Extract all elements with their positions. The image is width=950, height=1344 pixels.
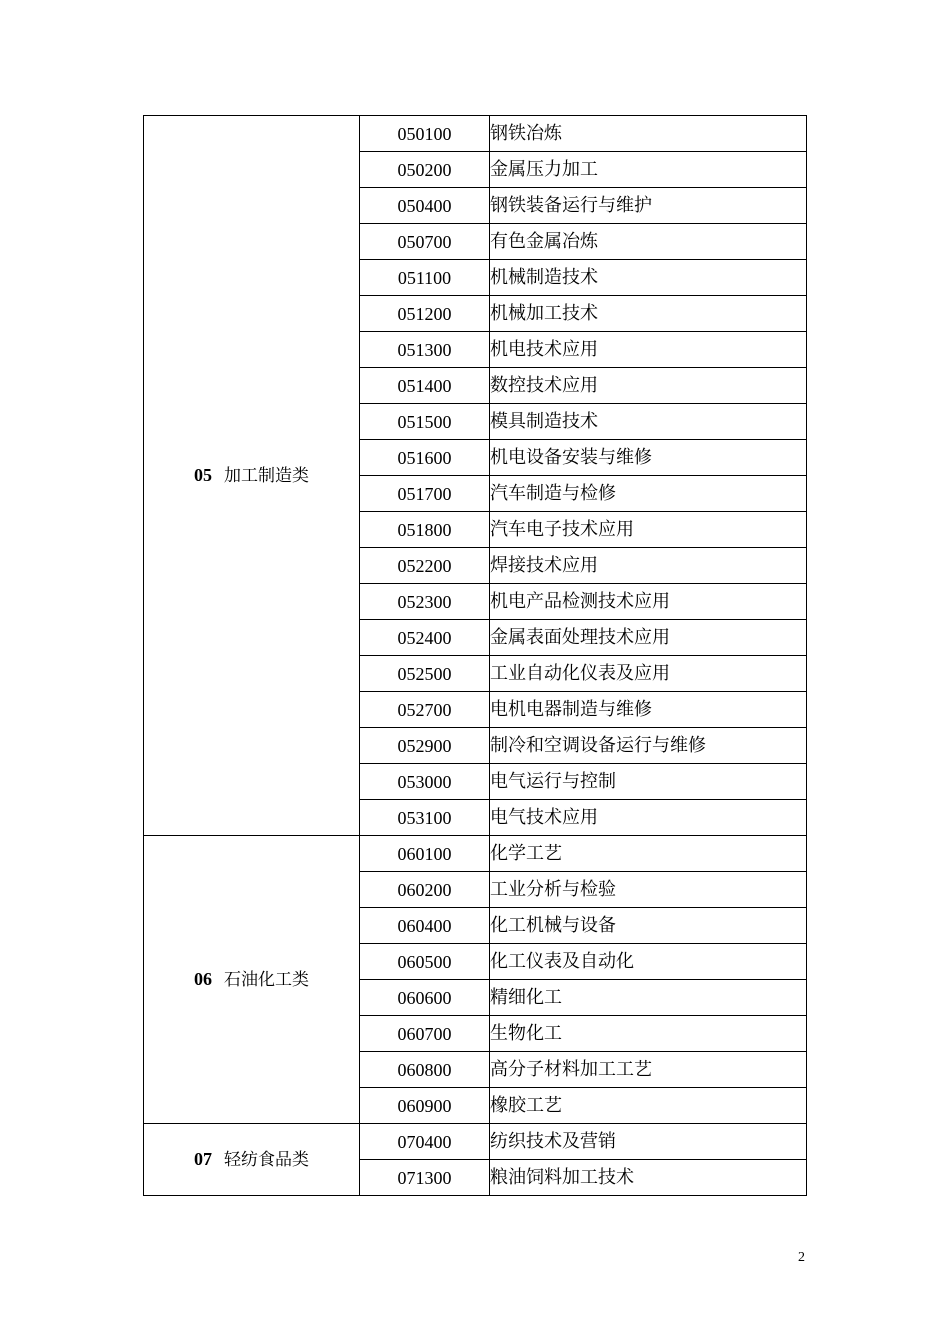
major-name: 粮油饲料加工技术 <box>490 1160 807 1196</box>
category-cell <box>144 116 360 836</box>
category-cell <box>144 1124 360 1196</box>
major-name: 化学工艺 <box>490 836 807 872</box>
major-code: 060400 <box>360 908 490 944</box>
major-name: 橡胶工艺 <box>490 1088 807 1124</box>
category-name: 石油化工类 <box>224 970 309 990</box>
category-cell <box>144 836 360 1124</box>
major-code: 052900 <box>360 728 490 764</box>
table-row <box>144 1124 807 1160</box>
major-code: 050200 <box>360 152 490 188</box>
page-number: 2 <box>798 1250 805 1265</box>
major-name: 模具制造技术 <box>490 404 807 440</box>
major-code: 071300 <box>360 1160 490 1196</box>
major-code: 060700 <box>360 1016 490 1052</box>
major-code: 060100 <box>360 836 490 872</box>
table-row <box>144 116 807 152</box>
major-code: 050100 <box>360 116 490 152</box>
major-code: 070400 <box>360 1124 490 1160</box>
major-code: 052500 <box>360 656 490 692</box>
major-code: 051400 <box>360 368 490 404</box>
major-name: 高分子材料加工工艺 <box>490 1052 807 1088</box>
major-name: 金属表面处理技术应用 <box>490 620 807 656</box>
major-code: 060500 <box>360 944 490 980</box>
major-name: 电气运行与控制 <box>490 764 807 800</box>
major-name: 化工仪表及自动化 <box>490 944 807 980</box>
category-code: 06 <box>194 969 212 989</box>
major-name: 数控技术应用 <box>490 368 807 404</box>
major-code: 050700 <box>360 224 490 260</box>
major-name: 制冷和空调设备运行与维修 <box>490 728 807 764</box>
major-code: 060800 <box>360 1052 490 1088</box>
major-name: 机电设备安装与维修 <box>490 440 807 476</box>
major-name: 汽车制造与检修 <box>490 476 807 512</box>
major-name: 机械制造技术 <box>490 260 807 296</box>
major-name: 钢铁冶炼 <box>490 116 807 152</box>
major-code: 051300 <box>360 332 490 368</box>
major-code: 051500 <box>360 404 490 440</box>
major-name: 汽车电子技术应用 <box>490 512 807 548</box>
major-name: 机电技术应用 <box>490 332 807 368</box>
major-code: 052300 <box>360 584 490 620</box>
table-row <box>144 836 807 872</box>
major-code: 060200 <box>360 872 490 908</box>
major-code: 060900 <box>360 1088 490 1124</box>
major-name: 工业自动化仪表及应用 <box>490 656 807 692</box>
major-name: 机械加工技术 <box>490 296 807 332</box>
major-name: 电气技术应用 <box>490 800 807 836</box>
major-code: 051600 <box>360 440 490 476</box>
major-code: 051800 <box>360 512 490 548</box>
category-code: 05 <box>194 465 212 485</box>
major-code: 052400 <box>360 620 490 656</box>
majors-table <box>143 115 807 1196</box>
major-code: 051700 <box>360 476 490 512</box>
major-code: 050400 <box>360 188 490 224</box>
major-code: 053000 <box>360 764 490 800</box>
major-code: 060600 <box>360 980 490 1016</box>
majors-table-body <box>144 116 807 1196</box>
major-name: 焊接技术应用 <box>490 548 807 584</box>
major-name: 生物化工 <box>490 1016 807 1052</box>
major-name: 精细化工 <box>490 980 807 1016</box>
major-name: 工业分析与检验 <box>490 872 807 908</box>
major-code: 051100 <box>360 260 490 296</box>
major-name: 钢铁装备运行与维护 <box>490 188 807 224</box>
major-name: 机电产品检测技术应用 <box>490 584 807 620</box>
major-code: 051200 <box>360 296 490 332</box>
category-name: 轻纺食品类 <box>224 1150 309 1170</box>
major-name: 化工机械与设备 <box>490 908 807 944</box>
major-name: 纺织技术及营销 <box>490 1124 807 1160</box>
major-name: 金属压力加工 <box>490 152 807 188</box>
major-code: 053100 <box>360 800 490 836</box>
major-name: 电机电器制造与维修 <box>490 692 807 728</box>
major-code: 052700 <box>360 692 490 728</box>
category-code: 07 <box>194 1149 212 1169</box>
category-name: 加工制造类 <box>224 466 309 486</box>
major-code: 052200 <box>360 548 490 584</box>
major-name: 有色金属冶炼 <box>490 224 807 260</box>
